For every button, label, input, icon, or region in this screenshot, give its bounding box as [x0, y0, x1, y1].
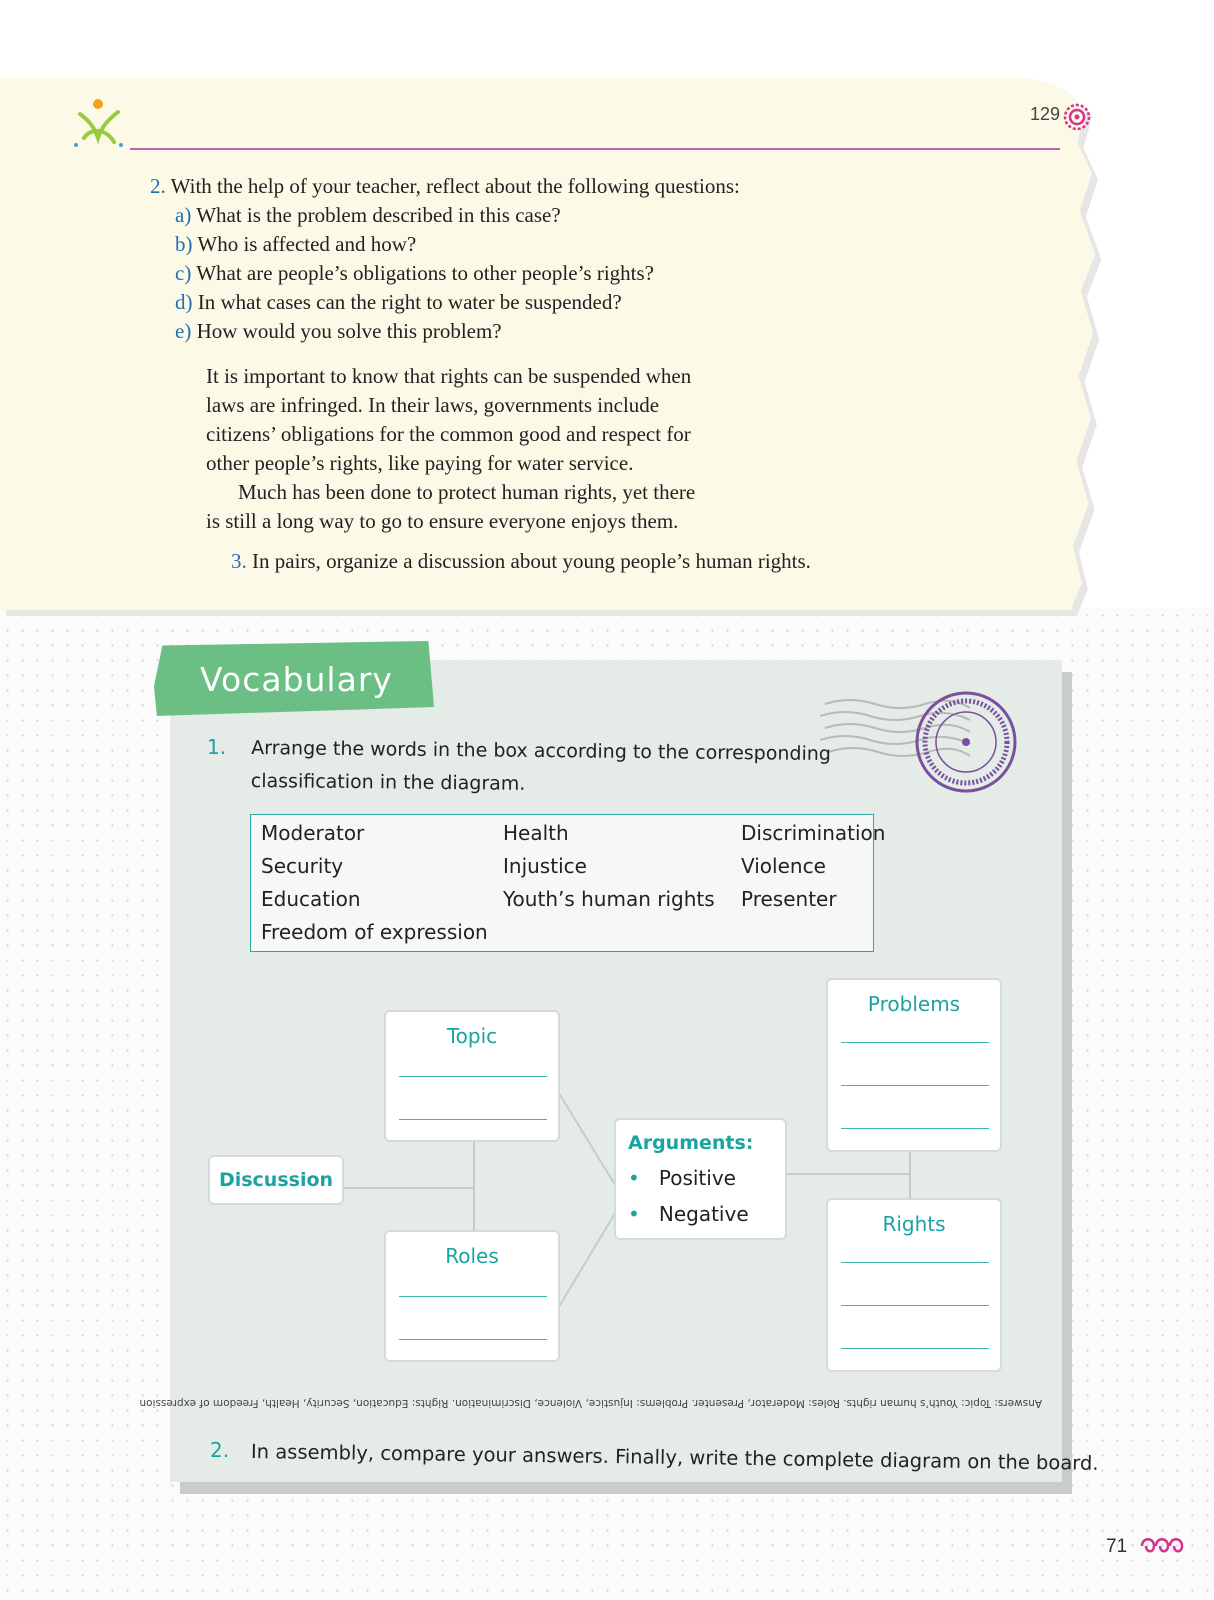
- spiral-ornament-icon: [1138, 1533, 1184, 1559]
- figure-logo-icon: [74, 98, 124, 150]
- rights-paragraph: [206, 362, 766, 536]
- header-rule: [130, 148, 1060, 150]
- answer-line: [841, 1305, 989, 1306]
- connector-line: [473, 1136, 475, 1236]
- connector-line: [343, 1187, 474, 1189]
- rights-box: [826, 1198, 1002, 1372]
- activity-1-instructions: Arrange the words in the box according to the corresponding classification in the diagram.: [250, 736, 832, 795]
- connector-line: [909, 1150, 911, 1200]
- word-item: Freedom of expression: [261, 920, 488, 944]
- question-2-number: 2.: [150, 174, 166, 198]
- word-item: Health: [503, 821, 569, 845]
- word-item: Moderator: [261, 821, 365, 845]
- problems-label: Problems: [867, 992, 961, 1016]
- question-2-item-b: b) Who is affected and how?: [175, 232, 417, 256]
- answer-line: [399, 1339, 547, 1340]
- bullet-icon: •: [628, 1166, 640, 1190]
- postmark-stamp-icon: [820, 686, 1030, 806]
- discussion-box: [208, 1155, 344, 1205]
- spiral-ornament-icon: [1062, 102, 1092, 132]
- question-2-item-c: c) What are people’s obligations to other people’s rights?: [175, 261, 654, 285]
- word-item: Presenter: [741, 887, 837, 911]
- page-number-top: 129: [1030, 104, 1061, 124]
- answer-line: [399, 1076, 547, 1077]
- topic-box: [384, 1010, 560, 1142]
- discussion-label: Discussion: [218, 1169, 334, 1191]
- paragraph-line: It is important to know that rights can be suspended when: [206, 364, 692, 388]
- paragraph-line: laws are infringed. In their laws, governments include: [206, 393, 660, 417]
- arguments-box: [614, 1118, 787, 1240]
- activity-2-number: 2.: [210, 1438, 230, 1462]
- word-item: Education: [261, 887, 361, 911]
- word-item: Violence: [741, 854, 826, 878]
- question-2-item-d: d) In what cases can the right to water be suspended?: [175, 290, 622, 314]
- topic-label: Topic: [446, 1024, 498, 1048]
- problems-box: [826, 978, 1002, 1152]
- vocabulary-title: Vocabulary: [200, 660, 393, 699]
- word-item: Discrimination: [741, 821, 886, 845]
- answer-key-upside-down: Answers: Topic: Youth’s human rights. Roles: Moderator, Presenter. Problems: Injustice, Violence, Discrimination. Rights: Education, Security, Health, Freedom of expression: [139, 1397, 1042, 1409]
- activity-2-text: In assembly, compare your answers. Finally, write the complete diagram on the board.: [250, 1440, 1099, 1475]
- answer-line: [841, 1085, 989, 1086]
- paragraph-line: other people’s rights, like paying for water service.: [206, 451, 634, 475]
- word-item: Injustice: [503, 854, 587, 878]
- question-2-item-a: a) What is the problem described in this case?: [175, 203, 561, 227]
- bullet-icon: •: [628, 1202, 640, 1226]
- word-item: Youth’s human rights: [503, 887, 715, 911]
- activity-1-number: 1.: [207, 735, 227, 759]
- paragraph-line: Much has been done to protect human rights, yet there: [238, 480, 696, 504]
- page-number-bottom: 71: [1106, 1536, 1128, 1557]
- arguments-label: Arguments:: [628, 1132, 754, 1154]
- answer-line: [841, 1348, 989, 1349]
- answer-line: [399, 1119, 547, 1120]
- question-2-item-e: e) How would you solve this problem?: [175, 319, 502, 343]
- question-2: [150, 172, 740, 346]
- word-item: Security: [261, 854, 344, 878]
- argument-item: • Positive: [628, 1166, 736, 1190]
- answer-line: [841, 1128, 989, 1129]
- word-box: [250, 814, 886, 952]
- paragraph-line: citizens’ obligations for the common good and respect for: [206, 422, 691, 446]
- answer-line: [841, 1262, 989, 1263]
- connector-line: [786, 1173, 910, 1175]
- argument-item: • Negative: [628, 1202, 749, 1226]
- question-2-text: With the help of your teacher, reflect about the following questions:: [170, 174, 740, 198]
- question-3: 3. In pairs, organize a discussion about young people’s human rights.: [231, 549, 811, 573]
- paragraph-line: is still a long way to go to ensure everyone enjoys them.: [206, 509, 679, 533]
- roles-label: Roles: [445, 1244, 499, 1268]
- rights-label: Rights: [882, 1212, 946, 1236]
- answer-line: [841, 1042, 989, 1043]
- answer-line: [399, 1296, 547, 1297]
- roles-box: [384, 1230, 560, 1362]
